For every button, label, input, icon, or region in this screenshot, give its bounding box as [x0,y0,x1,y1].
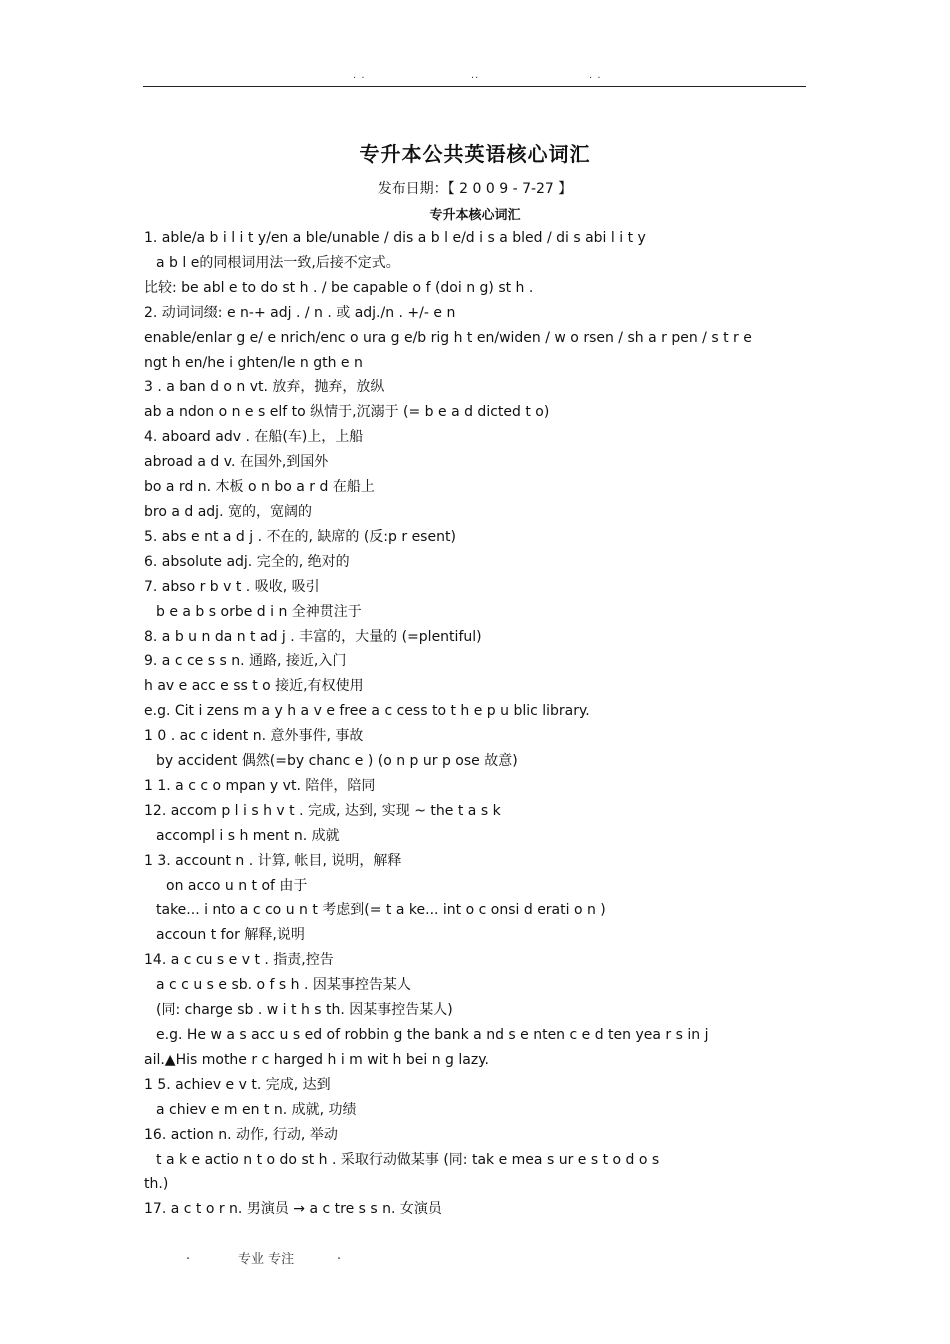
footer-dot-left: . [186,1248,191,1263]
document-title: 专升本公共英语核心词汇 [359,142,591,166]
vocab-line: e.g. Cit i zens m a y h a v e free a c cess to t h e p u blic library. [144,703,590,720]
vocab-line: (同: charge sb . w i t h s th. 因某事控告某人) [156,1002,453,1019]
vocab-line: 14. a c cu s e v t . 指责,控告 [144,952,334,969]
vocab-line: by accident 偶然(=by chanc e ) (o n p ur p ose 故意) [156,753,518,770]
vocab-line: accompl i s h ment n. 成就 [156,827,340,844]
vocab-line: t a k e actio n t o do st h . 采取行动做某事 (同: tak e mea s ur e s t o d o s [156,1151,660,1168]
vocab-line: 7. abso r b v t . 吸收, 吸引 [144,578,320,595]
vocab-line: accoun t for 解释,说明 [156,927,305,944]
vocab-line: ngt h en/he i ghten/le n gth e n [144,354,363,371]
vocab-line: bro a d adj. 宽的，宽阔的 [144,503,312,520]
vocab-line: 1. able/a b i l i t y/en a ble/unable / dis a b l e/d i s a bled / di s abi l i t y [144,230,646,246]
vocab-line: ail.▲His mothe r c harged h i m wit h bei n g lazy. [144,1051,489,1068]
vocab-line: e.g. He w a s acc u s ed of robbin g the bank a nd s e nten c e d ten yea r s in j [156,1027,709,1043]
page-header [143,68,806,87]
vocab-line: a c c u s e sb. o f s h . 因某事控告某人 [156,977,411,994]
vocab-line: b e a b s orbe d i n 全神贯注于 [156,603,362,620]
header-dots-1: . . [353,70,366,81]
vocab-line: 1 3. account n . 计算, 帐目, 说明，解释 [144,852,402,869]
vocab-line: a b l e的同根词用法一致,后接不定式。 [156,254,400,271]
vocab-line: ab a ndon o n e s elf to 纵情于,沉溺于 (= b e a d dicted t o) [144,404,550,421]
vocab-line: 比较: be abl e to do st h . / be capable o f (doi n g) st h . [144,279,534,296]
vocab-line: 1 0 . ac c ident n. 意外事件, 事故 [144,728,364,745]
vocab-line: take... i nto a c co u n t 考虑到(= t a ke... int o c onsi d erati o n ) [156,902,606,919]
vocab-line: a chiev e m en t n. 成就, 功绩 [156,1101,357,1118]
vocab-line: abroad a d v. 在国外,到国外 [144,454,329,471]
vocab-line: 5. abs e nt a d j . 不在的, 缺席的 (反:p r esent) [144,528,456,545]
vocab-line: 12. accom p l i s h v t . 完成, 达到, 实现 ~ the t a s k [144,802,501,819]
vocab-line: 8. a b u n da n t ad j . 丰富的，大量的 (=plentiful) [144,628,482,645]
publish-date: 发布日期：【 2 0 0 9 - 7-27 】 [377,181,573,197]
vocab-line: 1 1. a c c o mpan y vt. 陪伴，陪同 [144,777,376,794]
vocab-line: 6. absolute adj. 完全的, 绝对的 [144,553,350,570]
vocab-line: th.) [144,1176,169,1193]
vocabulary-content [144,226,808,1222]
header-dots-2: .. [471,70,480,81]
vocab-line: 3 . a ban d o n vt. 放弃，抛弃，放纵 [144,379,385,396]
vocab-line: on acco u n t of 由于 [166,877,308,894]
vocab-line: bo a rd n. 木板 o n bo a r d 在船上 [144,479,375,496]
vocab-line: 2. 动词词缀: e n-+ adj . / n . 或 adj./n . +/- e n [144,304,456,321]
vocab-line: 1 5. achiev e v t. 完成, 达到 [144,1076,331,1093]
vocab-line: 17. a c t o r n. 男演员 → a c tre s s n. 女演员 [144,1201,442,1218]
vocab-line: 16. action n. 动作, 行动, 举动 [144,1126,338,1143]
vocab-line: h av e acc e ss t o 接近,有权使用 [144,678,364,695]
vocab-line: 4. aboard adv . 在船(车)上，上船 [144,429,364,446]
footer-dot-right: . [337,1248,342,1263]
footer-text: 专业 专注 [238,1252,295,1267]
vocab-line: enable/enlar g e/ e nrich/enc o ura g e/b rig h t en/widen / w o rsen / sh a r pen / s t r e [144,329,752,346]
header-dots-3: . . [589,70,602,81]
vocab-line: 9. a c ce s s n. 通路, 接近,入门 [144,653,347,670]
document-subtitle: 专升本核心词汇 [429,208,521,223]
